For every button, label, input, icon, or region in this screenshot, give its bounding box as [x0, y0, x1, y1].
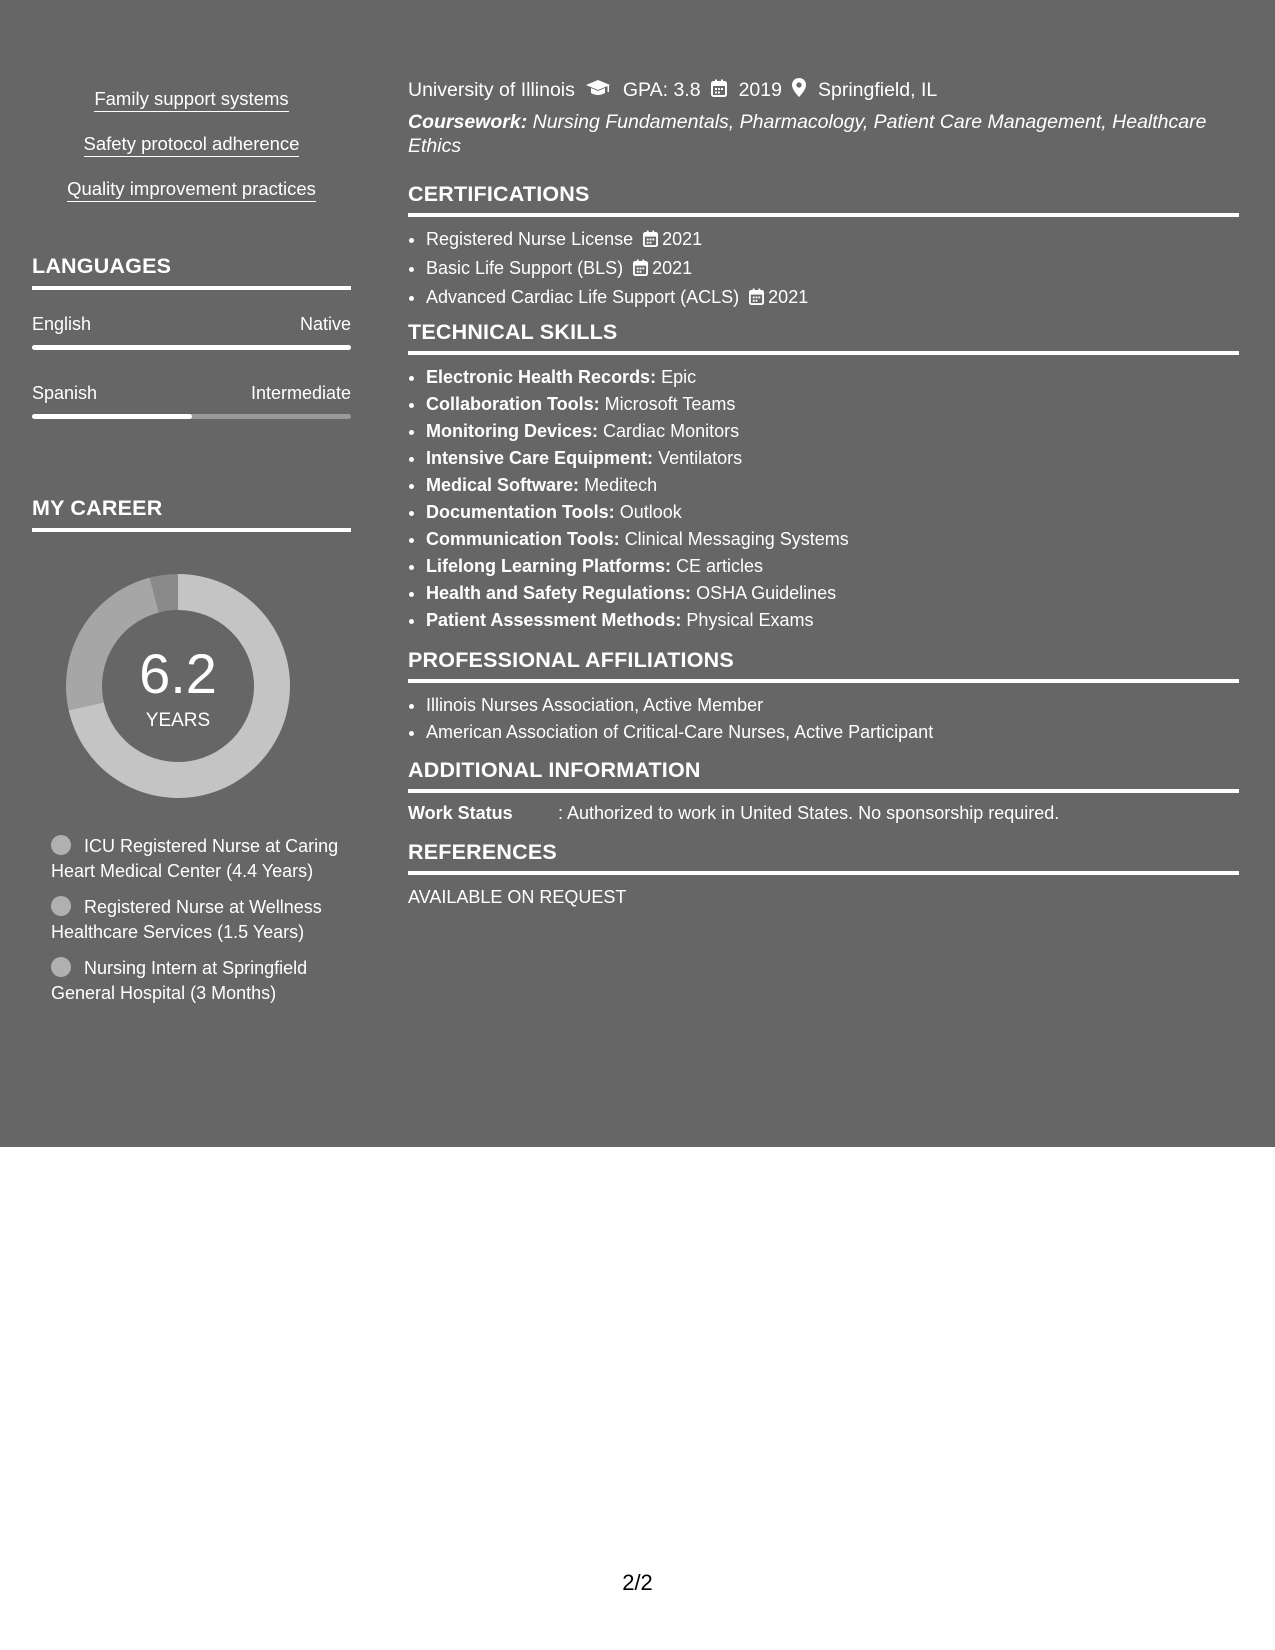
list-item: • Communication Tools: Clinical Messaging Systems	[426, 526, 1239, 553]
coursework-label: Coursework:	[408, 111, 528, 133]
additional-info-section	[408, 758, 1239, 824]
location-pin-icon	[792, 78, 806, 103]
coursework-text: Nursing Fundamentals, Pharmacology, Patient Care Management, Healthcare Ethics	[408, 111, 1207, 157]
section-rule	[32, 286, 351, 290]
school-name: University of Illinois	[408, 79, 575, 101]
education-line	[408, 78, 937, 103]
affiliations-title: PROFESSIONAL AFFILIATIONS	[408, 648, 734, 672]
list-item: • Collaboration Tools: Microsoft Teams	[426, 391, 1239, 418]
language-bar	[32, 414, 351, 419]
language-level: Intermediate	[250, 383, 351, 403]
references-text: AVAILABLE ON REQUEST	[408, 886, 627, 907]
list-item: • Medical Software: Meditech	[426, 472, 1239, 499]
language-bar-fill	[32, 345, 351, 350]
career-title: MY CAREER	[32, 496, 163, 520]
additional-info-title: ADDITIONAL INFORMATION	[408, 758, 701, 782]
graduation-cap-icon	[585, 79, 611, 103]
language-name: English	[32, 314, 92, 334]
legend-dot-icon	[51, 896, 71, 916]
certifications-section	[408, 182, 1239, 313]
technical-skills-title: TECHNICAL SKILLS	[408, 320, 618, 344]
list-item: • Patient Assessment Methods: Physical Exams	[426, 607, 1239, 634]
work-status	[408, 803, 1239, 824]
skill-tag: Family support systems	[32, 88, 351, 133]
coursework	[408, 110, 1239, 158]
page-number: 2/2	[622, 1570, 653, 1595]
career-total: 6.2	[139, 642, 217, 705]
list-item: • Advanced Cardiac Life Support (ACLS) 2021	[426, 284, 1239, 313]
work-status-label: Work Status	[408, 802, 513, 823]
language-bar-fill	[32, 414, 192, 419]
technical-skills-section	[408, 320, 1239, 634]
list-item: • Electronic Health Records: Epic	[426, 364, 1239, 391]
list-item: • Documentation Tools: Outlook	[426, 499, 1239, 526]
donut-center	[66, 574, 290, 798]
career-heading	[32, 496, 351, 532]
affiliations-section	[408, 648, 1239, 746]
career-unit: YEARS	[145, 710, 211, 731]
list-item: • Basic Life Support (BLS) 2021	[426, 255, 1239, 284]
skill-tags	[32, 88, 351, 223]
list-item: • Intensive Care Equipment: Ventilators	[426, 445, 1239, 472]
language-level: Native	[299, 314, 351, 334]
career-item: Registered Nurse at Wellness Healthcare Services (1.5 Years)	[51, 897, 322, 942]
language-english	[32, 314, 351, 350]
list-item: • American Association of Critical-Care Nurses, Active Participant	[426, 719, 1239, 746]
career-item: ICU Registered Nurse at Caring Heart Medical Center (4.4 Years)	[51, 836, 339, 881]
list-item: • Health and Safety Regulations: OSHA Guidelines	[426, 580, 1239, 607]
references-title: REFERENCES	[408, 840, 557, 864]
language-bar	[32, 345, 351, 350]
calendar-icon	[749, 286, 764, 313]
location: Springfield, IL	[817, 79, 938, 101]
list-item: • Illinois Nurses Association, Active Member	[426, 692, 1239, 719]
calendar-icon	[711, 79, 727, 103]
gpa: GPA: 3.8	[622, 79, 701, 101]
career-list	[51, 834, 341, 1017]
certifications-list	[408, 226, 1239, 313]
section-rule	[408, 789, 1239, 793]
certifications-title: CERTIFICATIONS	[408, 182, 590, 206]
affiliations-list	[408, 692, 1239, 746]
calendar-icon	[643, 228, 658, 255]
career-item: Nursing Intern at Springfield General Hospital (3 Months)	[51, 958, 308, 1003]
technical-skills-list	[408, 364, 1239, 634]
section-rule	[408, 871, 1239, 875]
languages-title: LANGUAGES	[32, 254, 172, 278]
section-rule	[32, 528, 351, 532]
legend-dot-icon	[51, 835, 71, 855]
list-item: • Lifelong Learning Platforms: CE articles	[426, 553, 1239, 580]
skill-tag: Quality improvement practices	[32, 178, 351, 223]
section-rule	[408, 351, 1239, 355]
language-name: Spanish	[32, 383, 98, 403]
list-item: • Registered Nurse License 2021	[426, 226, 1239, 255]
graduation-year: 2019	[738, 79, 782, 101]
legend-dot-icon	[51, 957, 71, 977]
references-section	[408, 840, 1239, 908]
section-rule	[408, 679, 1239, 683]
languages-heading	[32, 254, 351, 290]
language-spanish	[32, 383, 351, 419]
list-item: • Monitoring Devices: Cardiac Monitors	[426, 418, 1239, 445]
skill-tag: Safety protocol adherence	[32, 133, 351, 178]
work-status-value: : Authorized to work in United States. No sponsorship required.	[558, 802, 1060, 823]
calendar-icon	[633, 257, 648, 284]
section-rule	[408, 213, 1239, 217]
